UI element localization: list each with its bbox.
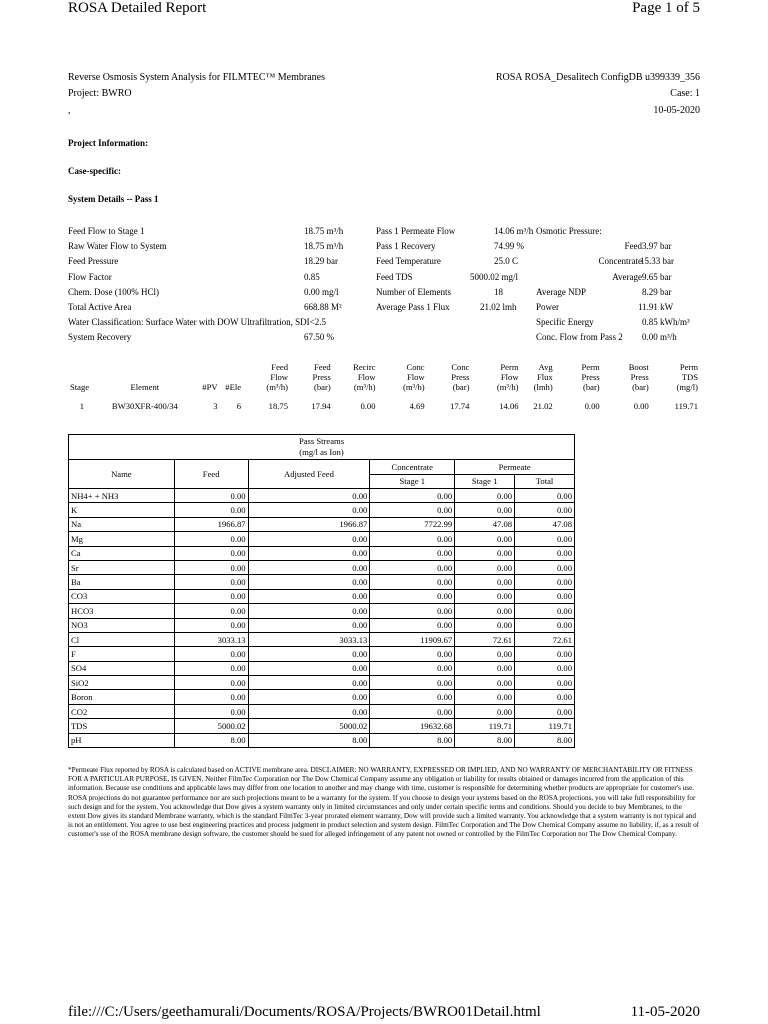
ion-value-cell: 7722.99 (370, 517, 455, 531)
detail-conc-flow-pass2 (536, 330, 700, 345)
ion-value-cell: 8.00 (455, 733, 515, 747)
stage-header-cell (194, 372, 220, 382)
ion-value-cell: 0.00 (174, 560, 248, 574)
ion-name-cell: Cl (69, 632, 175, 646)
pass-streams-row (69, 704, 575, 718)
ion-value-cell: 0.00 (174, 676, 248, 690)
detail-value: 25.0 C (494, 256, 519, 267)
ion-value-cell: 0.00 (370, 604, 455, 618)
detail-feed-flow-stage1 (68, 224, 368, 239)
detail-value: 18.75 m³/h (304, 226, 344, 236)
detail-label: Flow Factor (68, 271, 112, 282)
pass-streams-row (69, 546, 575, 560)
ion-value-cell: 0.00 (370, 589, 455, 603)
ion-value-cell: 8.00 (248, 733, 370, 747)
pass-streams-row (69, 618, 575, 632)
ion-value-cell: 72.61 (515, 632, 575, 646)
stage-header-cell (68, 372, 96, 382)
detail-value: 67.50 % (304, 332, 334, 343)
print-header-page-indicator: Page 1 of 5 (632, 0, 700, 16)
ion-value-cell: 0.00 (248, 532, 370, 546)
stage-header-cell: (m³/h) (353, 382, 376, 393)
detail-value: 18.29 bar (304, 256, 338, 267)
stage-header-cell: Flow (500, 372, 519, 383)
ion-value-cell: 0.00 (248, 604, 370, 618)
stage-cell: 17.94 (311, 400, 331, 411)
stage-header-cell: Flow (406, 372, 425, 383)
detail-value: 5000.02 mg/l (470, 271, 519, 282)
detail-label: Chem. Dose (100% HCl) (68, 286, 159, 297)
detail-value: 0.85 (304, 271, 320, 282)
stage-header-cell: Press (581, 372, 600, 383)
stage-cell: 0.00 (584, 400, 600, 411)
detail-label: Feed Temperature (376, 256, 441, 267)
stage-cell: 3 (213, 400, 218, 411)
ion-value-cell: 0.00 (455, 676, 515, 690)
pass-streams-row (69, 733, 575, 747)
disclaimer-text: *Permeate Flux reported by ROSA is calculated based on ACTIVE membrane area. DISCLAIMER: NO WARRANTY, EXPRESSED OR IMPLIED, AND NO WARRANTY OF MERCHANTABILITY OR FITNESS FOR A PARTICULAR PURPOSE, IS GIVEN. Neither FilmTec Corporation nor The Dow Chemical Company assume any obligation or liability for results obtained or damages incurred from the application of this information. Because use conditions and applicable laws may differ from one location to another and may change with time, customer is responsible for determining whether products are appropriate for customer's use. ROSA projections do not guarantee performance nor are such projections meant to be a warranty for the system. If you choose to design your systems based on the ROSA projections, you will take full responsibility for such design and for the system. You acknowledge that Dow gives a system warranty only in limited circumstances and only under certain specific terms and conditions. Should you decide to buy Membranes, to the extent Dow gives its standard Membrane warranty, which is the standard FilmTec 3-year prorated element warranty, Dow will provide such a limited warranty. You acknowledge that a system warranty is not typical and is not an entitlement. You agree to use best engineering practices and process judgment in product selection and system design. FilmTec Corporation and The Dow Chemical Company assume no liability, if, as a result of customer's use of the ROSA membrane design software, the customer should be sued for alleged infringement of any patent not owned or controlled by the FilmTec Corporation nor The Dow Chemical Company. (68, 766, 700, 839)
pass-streams-table (68, 434, 575, 748)
stage-header-cell: Press (451, 372, 470, 383)
ion-value-cell: 0.00 (174, 589, 248, 603)
detail-value: 11.91 kW (638, 301, 674, 312)
detail-label: Osmotic Pressure: (536, 226, 602, 236)
ion-name-cell: TDS (69, 719, 175, 733)
stage-cell: 6 (236, 400, 242, 411)
stage-header-cell: Feed (271, 362, 289, 372)
detail-label: Pass 1 Permeate Flow (376, 226, 456, 236)
stage-table-header-row-3 (68, 382, 700, 392)
detail-raw-water-flow (68, 239, 368, 254)
stage-header-cell: Perm (500, 362, 519, 372)
stage-header-cell: Avg (538, 362, 553, 372)
stage-table-row (68, 401, 700, 411)
ion-name-cell: K (69, 503, 175, 517)
pass-streams-body (69, 489, 575, 748)
col-header-adjusted-feed: Adjusted Feed (248, 460, 370, 489)
ion-value-cell: 0.00 (248, 560, 370, 574)
detail-average-ndp (536, 285, 700, 300)
pass-streams-title-row (69, 435, 575, 460)
ion-value-cell: 0.00 (248, 575, 370, 589)
detail-value: 18 (494, 286, 503, 297)
stage-header-cell: Feed (313, 362, 331, 372)
report-case-number: Case: 1 (670, 88, 700, 99)
ion-value-cell: 0.00 (248, 589, 370, 603)
ion-value-cell: 0.00 (515, 690, 575, 704)
detail-value: 18.75 m³/h (304, 241, 344, 252)
ion-value-cell: 0.00 (174, 503, 248, 517)
ion-value-cell: 0.00 (174, 546, 248, 560)
ion-name-cell: CO3 (69, 589, 175, 603)
stage-header-cell: Element (130, 382, 160, 393)
stage-cell: 14.06 (499, 400, 519, 411)
ion-value-cell: 47.08 (515, 517, 575, 531)
detail-pass1-recovery (376, 239, 536, 254)
ion-value-cell: 0.00 (370, 676, 455, 690)
ion-value-cell: 0.00 (455, 661, 515, 675)
ion-value-cell: 0.00 (370, 532, 455, 546)
stage-table-header-row-1 (68, 362, 700, 372)
detail-flow-factor (68, 270, 368, 285)
stage-header-cell (96, 372, 194, 382)
ion-value-cell: 1966.87 (174, 517, 248, 531)
ion-value-cell: 0.00 (515, 704, 575, 718)
ion-value-cell: 0.00 (455, 503, 515, 517)
detail-label: Average NDP (536, 286, 587, 297)
stage-header-cell: (m³/h) (402, 382, 425, 393)
col-header-permeate: Permeate (455, 460, 575, 475)
ion-name-cell: Ca (69, 546, 175, 560)
ion-value-cell: 0.00 (515, 589, 575, 603)
detail-sublabel: Feed (624, 241, 642, 252)
detail-label: Raw Water Flow to System (68, 241, 167, 252)
stage-header-cell: Recirc (353, 362, 376, 372)
detail-value: 0.00 m³/h (642, 332, 677, 343)
detail-label: Water Classification: Surface Water with DOW Ultrafiltration, SDI<2.5 (68, 317, 326, 328)
print-header-title: ROSA Detailed Report (68, 0, 207, 16)
stage-table-header-row-2 (68, 372, 700, 382)
stage-cell: 119.71 (674, 400, 698, 411)
stage-header-cell: Press (312, 372, 331, 383)
ion-name-cell: F (69, 647, 175, 661)
detail-label: Average Pass 1 Flux (376, 301, 450, 312)
stage-cell: 0.00 (360, 400, 376, 411)
pass-streams-header-row (69, 460, 575, 475)
ion-value-cell: 0.00 (515, 575, 575, 589)
detail-feed-pressure (68, 254, 368, 269)
ion-value-cell: 0.00 (370, 560, 455, 574)
col-header-concentrate: Concentrate (370, 460, 455, 475)
ion-value-cell: 1966.87 (248, 517, 370, 531)
ion-name-cell: pH (69, 733, 175, 747)
ion-value-cell: 3033.13 (174, 632, 248, 646)
ion-value-cell: 119.71 (455, 719, 515, 733)
detail-value: 9.65 bar (642, 271, 672, 282)
pass-streams-row (69, 517, 575, 531)
ion-value-cell: 0.00 (370, 704, 455, 718)
report-project-extra: , (68, 105, 71, 116)
detail-total-active-area (68, 300, 368, 315)
detail-power (536, 300, 700, 315)
print-footer-url: file:///C:/Users/geethamurali/Documents/ROSA/Projects/BWRO01Detail.html (68, 1004, 541, 1020)
section-system-details: System Details -- Pass 1 (68, 194, 159, 204)
stage-cell: BW30XFR-400/34 (111, 400, 178, 411)
ion-value-cell: 0.00 (455, 560, 515, 574)
ion-name-cell: Ba (69, 575, 175, 589)
ion-value-cell: 0.00 (515, 661, 575, 675)
detail-value: 3.97 bar (642, 241, 672, 252)
report-database-name: ROSA ROSA_Desalitech ConfigDB u399339_356 (495, 72, 700, 83)
section-case-specific: Case-specific: (68, 166, 121, 176)
col-header-feed: Feed (174, 460, 248, 489)
stage-header-cell (220, 362, 243, 372)
ion-value-cell: 8.00 (515, 733, 575, 747)
stage-header-cell: (m³/h) (496, 382, 519, 393)
pass-streams-row (69, 676, 575, 690)
stage-header-cell: #PV (202, 382, 218, 393)
ion-value-cell: 0.00 (248, 489, 370, 503)
ion-value-cell: 0.00 (515, 560, 575, 574)
pass-streams-row (69, 575, 575, 589)
pass-streams-title (69, 435, 575, 460)
detail-value: 15.33 bar (640, 256, 674, 267)
detail-osmotic-feed (536, 239, 700, 254)
detail-label: Power (536, 301, 559, 312)
report-project-name: Project: BWRO (68, 88, 132, 99)
stage-header-cell: Perm (679, 362, 698, 372)
detail-label: Specific Energy (536, 317, 594, 328)
pass-streams-row (69, 661, 575, 675)
ion-value-cell: 0.00 (174, 647, 248, 661)
stage-header-cell: (mg/l) (676, 382, 698, 393)
stage-cell: 0.00 (633, 400, 649, 411)
system-details-col1 (68, 224, 368, 346)
ion-value-cell: 0.00 (370, 618, 455, 632)
ion-value-cell: 0.00 (455, 546, 515, 560)
detail-value: 21.02 lmh (480, 301, 517, 312)
stage-header-cell: Perm (581, 362, 600, 372)
print-footer-date: 11-05-2020 (630, 1004, 700, 1020)
ion-value-cell: 0.00 (515, 676, 575, 690)
ion-value-cell: 0.00 (370, 647, 455, 661)
detail-feed-temperature (376, 254, 536, 269)
ion-value-cell: 0.00 (515, 503, 575, 517)
detail-number-of-elements (376, 285, 536, 300)
detail-label: Pass 1 Recovery (376, 241, 436, 252)
detail-label: Feed TDS (376, 271, 413, 282)
col-subheader-perm-total: Total (515, 474, 575, 489)
ion-value-cell: 3033.13 (248, 632, 370, 646)
detail-chem-dose (68, 285, 368, 300)
ion-name-cell: Sr (69, 560, 175, 574)
stage-cell: 18.75 (268, 400, 289, 411)
ion-value-cell: 0.00 (174, 661, 248, 675)
stage-header-cell (68, 362, 96, 372)
detail-sublabel: Concentrate (598, 256, 642, 267)
ion-value-cell: 0.00 (174, 618, 248, 632)
ion-value-cell: 0.00 (248, 647, 370, 661)
pass-streams-row (69, 489, 575, 503)
detail-value: 14.06 m³/h (494, 226, 534, 236)
ion-value-cell: 5000.02 (248, 719, 370, 733)
system-details-col3 (536, 224, 700, 346)
pass-streams-row (69, 719, 575, 733)
ion-value-cell: 0.00 (174, 604, 248, 618)
detail-label: Conc. Flow from Pass 2 (536, 332, 623, 343)
ion-value-cell: 0.00 (248, 503, 370, 517)
ion-value-cell: 8.00 (370, 733, 455, 747)
pass-streams-row (69, 503, 575, 517)
ion-value-cell: 119.71 (515, 719, 575, 733)
ion-name-cell: NH4+ + NH3 (69, 489, 175, 503)
ion-value-cell: 0.00 (515, 532, 575, 546)
ion-value-cell: 0.00 (455, 604, 515, 618)
ion-value-cell: 72.61 (455, 632, 515, 646)
detail-value: 0.00 mg/l (304, 286, 339, 297)
stage-header-cell: Flow (357, 372, 376, 383)
pass-streams-row (69, 604, 575, 618)
ion-value-cell: 0.00 (370, 546, 455, 560)
detail-system-recovery (68, 330, 368, 345)
ion-value-cell: 0.00 (248, 546, 370, 560)
ion-value-cell: 11909.67 (370, 632, 455, 646)
ion-value-cell: 0.00 (455, 704, 515, 718)
ion-value-cell: 0.00 (455, 575, 515, 589)
detail-label: System Recovery (68, 332, 132, 343)
detail-value: 0.85 kWh/m³ (642, 317, 690, 328)
ion-name-cell: Na (69, 517, 175, 531)
ion-value-cell: 0.00 (370, 503, 455, 517)
detail-value: 8.29 bar (642, 286, 672, 297)
ion-value-cell: 0.00 (515, 546, 575, 560)
ion-value-cell: 47.08 (455, 517, 515, 531)
ion-value-cell: 0.00 (174, 532, 248, 546)
stage-header-cell (96, 362, 194, 372)
detail-sublabel: Average (612, 271, 642, 282)
ion-value-cell: 0.00 (370, 690, 455, 704)
report-software-title: Reverse Osmosis System Analysis for FILMTEC™ Membranes (68, 72, 326, 83)
stage-header-cell: Flow (270, 372, 289, 383)
ion-value-cell: 0.00 (455, 618, 515, 632)
pass-streams-row (69, 589, 575, 603)
detail-label: Feed Pressure (68, 256, 119, 267)
detail-label: Feed Flow to Stage 1 (68, 226, 145, 236)
ion-value-cell: 0.00 (248, 618, 370, 632)
detail-water-classification (68, 315, 368, 330)
ion-value-cell: 0.00 (455, 489, 515, 503)
detail-specific-energy (536, 315, 700, 330)
stage-header-cell: (lmh) (533, 382, 553, 393)
ion-value-cell: 0.00 (455, 589, 515, 603)
ion-value-cell: 0.00 (174, 575, 248, 589)
pass-streams-title-line1: Pass Streams (298, 436, 345, 446)
pass-streams-row (69, 690, 575, 704)
ion-value-cell: 0.00 (248, 676, 370, 690)
pass-streams-row (69, 532, 575, 546)
stage-header-cell: (bar) (632, 382, 649, 393)
ion-value-cell: 0.00 (515, 618, 575, 632)
stage-header-cell: (bar) (314, 382, 331, 393)
ion-value-cell: 8.00 (174, 733, 248, 747)
system-details-col2 (376, 224, 536, 315)
ion-name-cell: SiO2 (69, 676, 175, 690)
pass-streams-row (69, 632, 575, 646)
detail-osmotic-average (536, 270, 700, 285)
detail-osmotic-concentrate (536, 254, 700, 269)
ion-value-cell: 0.00 (174, 704, 248, 718)
stage-table (68, 362, 700, 411)
stage-header-cell: (bar) (582, 382, 600, 393)
ion-value-cell: 0.00 (515, 489, 575, 503)
ion-name-cell: NO3 (69, 618, 175, 632)
stage-header-cell (194, 362, 220, 372)
col-header-name: Name (69, 460, 175, 489)
report-date: 10-05-2020 (653, 105, 700, 116)
ion-value-cell: 0.00 (370, 489, 455, 503)
stage-header-cell: Conc (451, 362, 470, 372)
detail-osmotic-pressure-heading (536, 224, 700, 239)
detail-feed-tds (376, 270, 536, 285)
ion-name-cell: Mg (69, 532, 175, 546)
col-subheader-perm-stage1: Stage 1 (455, 474, 515, 489)
stage-header-cell: (m³/h) (266, 382, 289, 393)
section-project-information: Project Information: (68, 138, 149, 148)
pass-streams-row (69, 560, 575, 574)
detail-label: Total Active Area (68, 301, 132, 312)
ion-value-cell: 0.00 (370, 575, 455, 589)
ion-name-cell: HCO3 (69, 604, 175, 618)
pass-streams-title-line2: (mg/l as Ion) (299, 447, 344, 457)
stage-header-cell: Stage (70, 382, 90, 393)
ion-value-cell: 5000.02 (174, 719, 248, 733)
stage-cell: 21.02 (533, 400, 553, 411)
stage-cell: 4.69 (409, 400, 425, 411)
ion-value-cell: 0.00 (455, 532, 515, 546)
stage-header-cell: Flux (536, 372, 553, 383)
ion-value-cell: 0.00 (174, 690, 248, 704)
ion-name-cell: CO2 (69, 704, 175, 718)
col-subheader-conc-stage1: Stage 1 (370, 474, 455, 489)
stage-cell: 1 (79, 400, 85, 411)
stage-header-cell: (bar) (452, 382, 470, 393)
ion-value-cell: 0.00 (455, 690, 515, 704)
stage-header-cell: Press (630, 372, 649, 383)
stage-header-cell: Conc (406, 362, 425, 372)
ion-name-cell: SO4 (69, 661, 175, 675)
ion-value-cell: 0.00 (248, 661, 370, 675)
stage-header-cell: #Ele (225, 382, 242, 393)
ion-value-cell: 0.00 (248, 690, 370, 704)
stage-header-cell (220, 372, 243, 382)
pass-streams-row (69, 647, 575, 661)
detail-value: 668.88 M² (304, 301, 342, 312)
ion-value-cell: 0.00 (515, 647, 575, 661)
stage-header-cell: Boost (628, 362, 649, 372)
ion-value-cell: 19632.68 (370, 719, 455, 733)
stage-cell: 17.74 (450, 400, 470, 411)
stage-header-cell: TDS (681, 372, 698, 383)
ion-value-cell: 0.00 (455, 647, 515, 661)
ion-name-cell: Boron (69, 690, 175, 704)
ion-value-cell: 0.00 (515, 604, 575, 618)
ion-value-cell: 0.00 (174, 489, 248, 503)
ion-value-cell: 0.00 (370, 661, 455, 675)
ion-value-cell: 0.00 (248, 704, 370, 718)
detail-value: 74.99 % (494, 241, 524, 252)
detail-label: Number of Elements (376, 286, 451, 297)
detail-average-pass1-flux (376, 300, 536, 315)
detail-pass1-permeate-flow (376, 224, 536, 239)
